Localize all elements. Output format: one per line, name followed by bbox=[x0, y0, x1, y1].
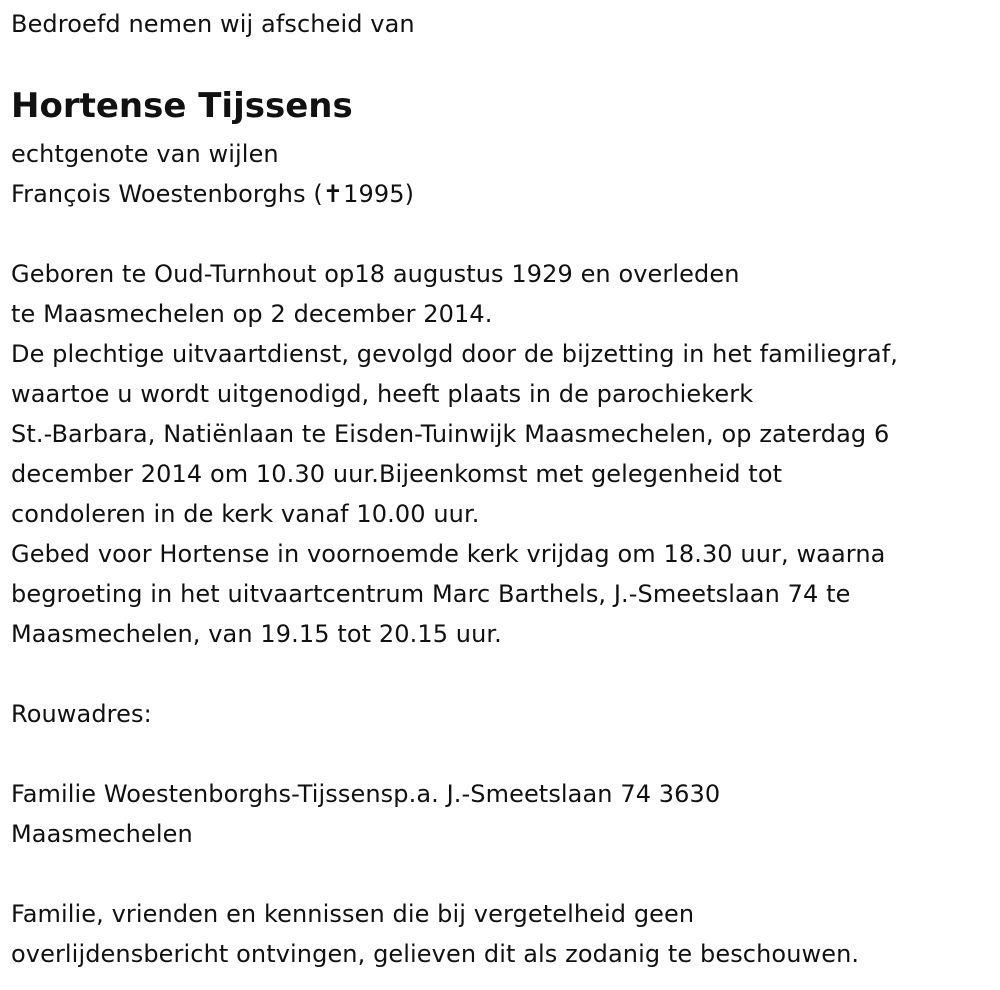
relation-line-2: François Woestenborghs (✝1995) bbox=[11, 180, 415, 208]
deceased-name: Hortense Tijssens bbox=[11, 86, 353, 126]
body-line: te Maasmechelen op 2 december 2014. bbox=[11, 300, 493, 328]
relation-line-1: echtgenote van wijlen bbox=[11, 140, 279, 168]
body-line: De plechtige uitvaartdienst, gevolgd door de bijzetting in het familiegraf, bbox=[11, 340, 898, 368]
body-line: Geboren te Oud-Turnhout op18 augustus 1929 en overleden bbox=[11, 260, 740, 288]
body-line: condoleren in de kerk vanaf 10.00 uur. bbox=[11, 500, 480, 528]
body-line: Gebed voor Hortense in voornoemde kerk vrijdag om 18.30 uur, waarna bbox=[11, 540, 886, 568]
body-line: waartoe u wordt uitgenodigd, heeft plaats in de parochiekerk bbox=[11, 380, 754, 408]
body-line: Maasmechelen, van 19.15 tot 20.15 uur. bbox=[11, 620, 502, 648]
closing-line: Familie, vrienden en kennissen die bij vergetelheid geen bbox=[11, 900, 695, 928]
address-label: Rouwadres: bbox=[11, 700, 152, 728]
body-line: St.-Barbara, Natiënlaan te Eisden-Tuinwijk Maasmechelen, op zaterdag 6 bbox=[11, 420, 890, 448]
body-line: december 2014 om 10.30 uur.Bijeenkomst met gelegenheid tot bbox=[11, 460, 783, 488]
address-line: Maasmechelen bbox=[11, 820, 193, 848]
address-line: Familie Woestenborghs-Tijssensp.a. J.-Smeetslaan 74 3630 bbox=[11, 780, 721, 808]
body-line: begroeting in het uitvaartcentrum Marc Barthels, J.-Smeetslaan 74 te bbox=[11, 580, 851, 608]
closing-line: overlijdensbericht ontvingen, gelieven dit als zodanig te beschouwen. bbox=[11, 940, 860, 968]
intro-text: Bedroefd nemen wij afscheid van bbox=[11, 10, 415, 38]
